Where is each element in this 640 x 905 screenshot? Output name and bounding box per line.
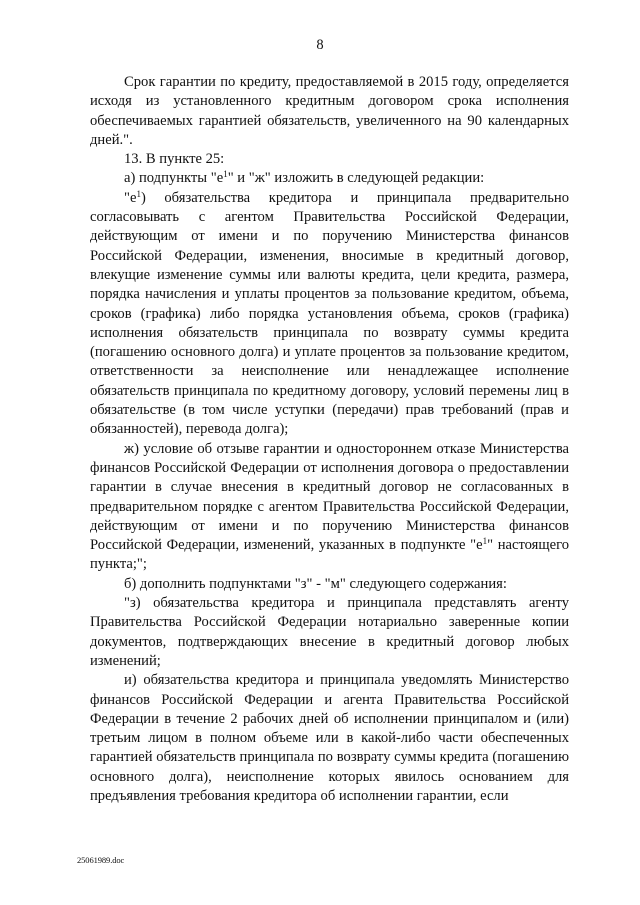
paragraph-subitem-a [90,169,569,188]
paragraph-guarantee-term: Срок гарантии по кредиту, предоставляемой в 2015 году, определяется исходя из установленного кредитным договором срока исполнения обеспечиваемых гарантией обязательств, увеличенного на 90 календарных дней.". [90,74,569,148]
text-fragment: ) обязательства кредитора и принципала предварительно согласовывать с агентом Правительства Российской Федерации, действующим от имени и по поручению Министерства финансов Российской Федерации, изменения, вносимые в кредитный договор, влекущие изменение суммы или валюты кредита, цели кредита, размера, порядка начисления и уплаты процентов за пользование кредитом, объема, сроков (графика) либо порядка установления объема, сроков (графика) исполнения обязательств принципала по возврату суммы кредита (погашению основного долга) и уплате процентов за пользование кредитом, ответственности за неисполнение или ненадлежащее исполнение обязательств принципала по кредитному договору, условий перемены лиц в обязательстве (в том числе уступки (передачи) прав требований (прав и обязанностей), перевода долга); [90,189,569,438]
text-fragment: ж) условие об отзыве гарантии и одностороннем отказе Министерства финансов Российской Федерации от исполнения договора о предоставлении гарантии в случае внесения в кредитный договор не согласованных в предварительном порядке с агентом Правительства Российской Федерации, действующим от имени и по поручению Министерства финансов Российской Федерации, изменений, указанных в подпункте "е [90,440,569,554]
paragraph-subitem-zh [90,440,569,575]
superscript: 1 [223,169,228,180]
text-fragment: "е [124,189,137,206]
paragraph-subitem-e1 [90,189,569,440]
paragraph-subitem-i: и) обязательства кредитора и принципала уведомлять Министерство финансов Российской Федерации и агента Правительства Российской Федерации в течение 2 рабочих дней об исполнении принципалом и (или) третьим лицом в полном объеме или в какой-либо части обеспеченных гарантией обязательств принципала по возврату суммы кредита (погашению основного долга), неисполнение которых явилось основанием для предъявления требования кредитора об исполнении гарантии, если [90,672,569,804]
page-number: 8 [316,37,324,53]
text-fragment: " и "ж" изложить в следующей редакции: [227,170,485,187]
text-fragment: а) подпункты "е [124,170,224,187]
superscript: 1 [136,188,141,199]
paragraph-item-13: 13. В пункте 25: [124,151,225,168]
footer-filename: 25061989.doc [77,855,125,865]
text-fragment: " настоящего пункта;"; [90,537,570,573]
paragraph-subitem-z: "з) обязательства кредитора и принципала представлять агенту Правительства Российской Федерации нотариально заверенные копии документов, подтверждающих внесение в кредитный договор любых изменений; [90,595,569,669]
paragraph-subitem-b: б) дополнить подпунктами "з" - "м" следующего содержания: [124,575,507,592]
superscript: 1 [482,536,488,547]
document-body [90,73,569,806]
